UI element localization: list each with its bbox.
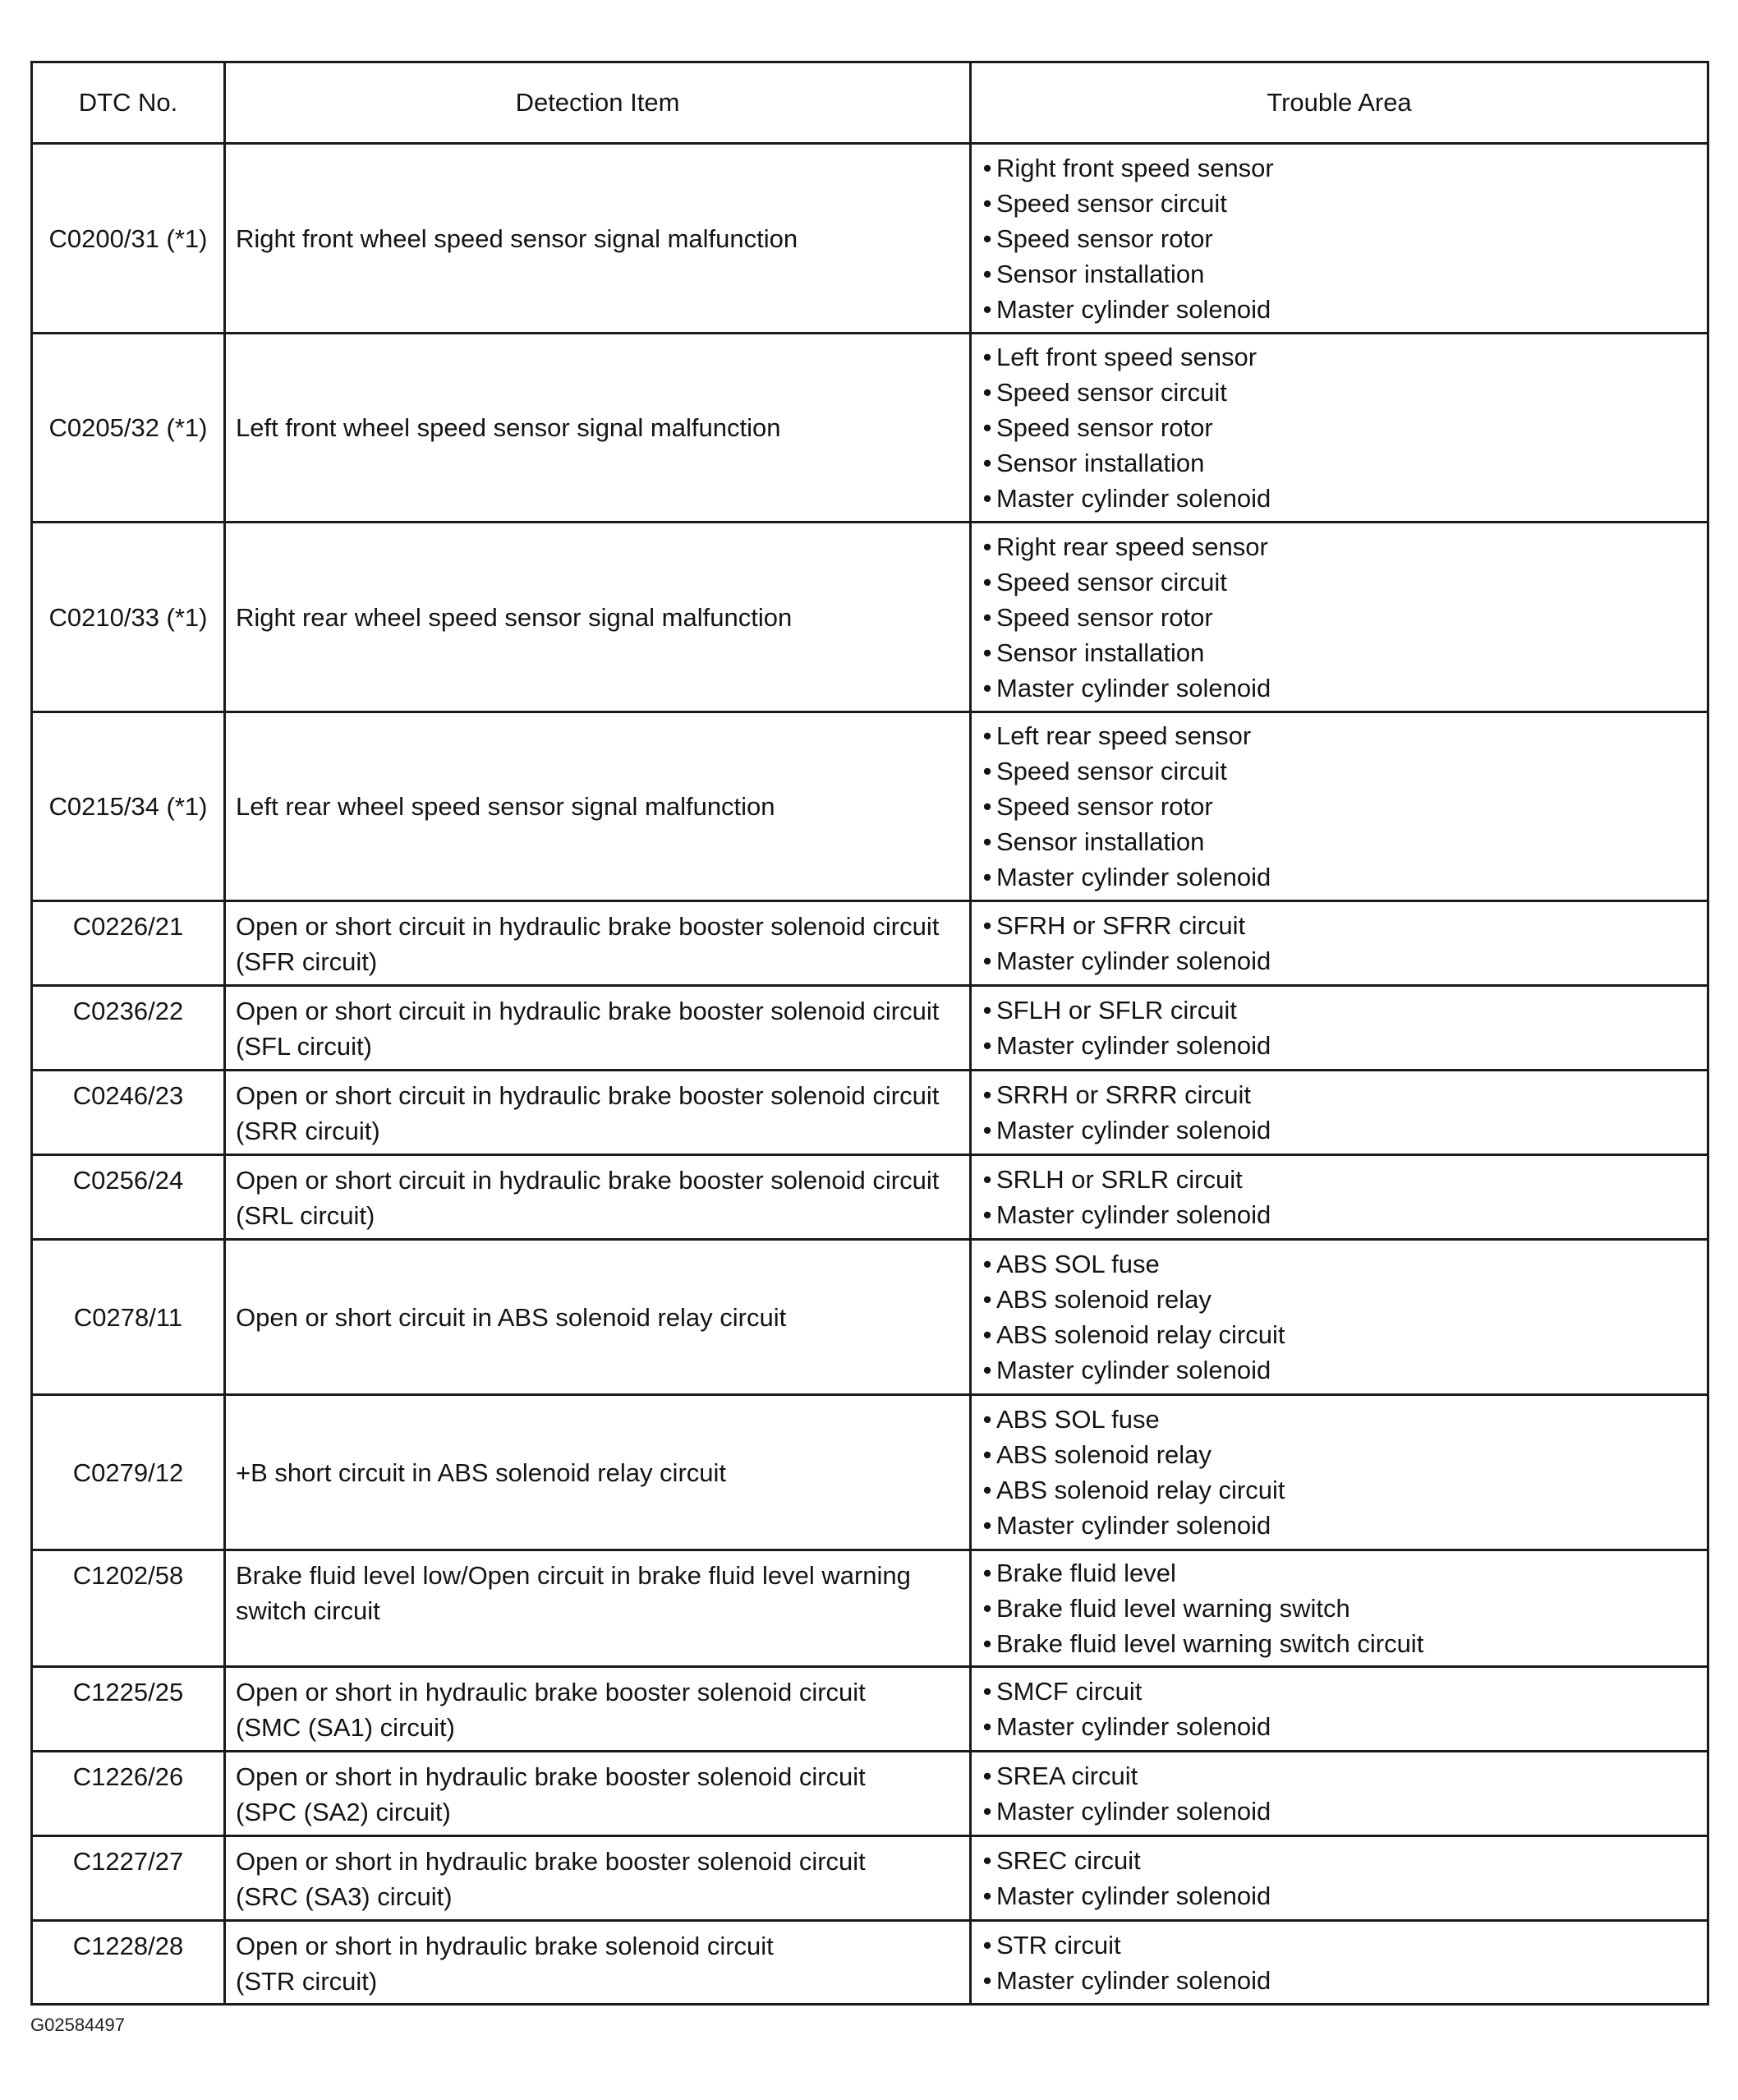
- trouble-area-text: Right rear speed sensor: [996, 532, 1268, 561]
- trouble-area-text: ABS solenoid relay circuit: [996, 1320, 1285, 1349]
- list-item: [982, 292, 1707, 327]
- bullet-icon: •: [982, 153, 992, 182]
- detection-line: Open or short in hydraulic brake booster solenoid circuit: [236, 1762, 866, 1791]
- detection-item: [225, 1155, 971, 1240]
- list-item: [982, 1758, 1707, 1794]
- bullet-icon: •: [982, 1031, 992, 1060]
- list-item: [982, 1246, 1707, 1282]
- header-dtc: DTC No.: [32, 62, 225, 144]
- trouble-area-list: [982, 150, 1707, 327]
- table-row: [32, 1240, 1708, 1395]
- trouble-area-text: Right front speed sensor: [996, 153, 1274, 182]
- trouble-area-list: [982, 1246, 1707, 1388]
- bullet-icon: •: [982, 1080, 992, 1109]
- trouble-area-text: Master cylinder solenoid: [996, 484, 1271, 513]
- trouble-area-text: Master cylinder solenoid: [996, 1797, 1271, 1826]
- trouble-area-list: [982, 1077, 1707, 1148]
- detection-item: [225, 901, 971, 986]
- trouble-area-list: [982, 1162, 1707, 1232]
- trouble-area: [971, 523, 1708, 712]
- detection-item: [225, 1921, 971, 2005]
- list-item: [982, 256, 1707, 292]
- bullet-icon: •: [982, 1629, 992, 1658]
- dtc-code: C1226/26: [32, 1752, 225, 1836]
- detection-line: Open or short circuit in ABS solenoid relay circuit: [236, 1302, 787, 1332]
- detection-line: switch circuit: [236, 1596, 380, 1625]
- list-item: [982, 529, 1707, 564]
- trouble-area-text: Sensor installation: [996, 827, 1205, 856]
- list-item: [982, 1626, 1707, 1661]
- trouble-area-text: Master cylinder solenoid: [996, 1511, 1271, 1540]
- list-item: [982, 1112, 1707, 1148]
- table-row: [32, 144, 1708, 334]
- trouble-area-text: ABS solenoid relay circuit: [996, 1476, 1285, 1504]
- bullet-icon: •: [982, 792, 992, 821]
- list-item: [982, 1472, 1707, 1508]
- detection-item: [225, 144, 971, 334]
- table-row: [32, 1667, 1708, 1752]
- trouble-area-text: Master cylinder solenoid: [996, 1712, 1271, 1741]
- trouble-area-text: Speed sensor circuit: [996, 757, 1227, 785]
- trouble-area-text: Speed sensor rotor: [996, 792, 1213, 821]
- trouble-area-text: SMCF circuit: [996, 1677, 1143, 1706]
- dtc-table: [30, 61, 1709, 2006]
- trouble-area: [971, 1155, 1708, 1240]
- list-item: [982, 375, 1707, 410]
- list-item: [982, 1794, 1707, 1829]
- trouble-area-text: Brake fluid level: [996, 1559, 1176, 1587]
- dtc-code: C1228/28: [32, 1921, 225, 2005]
- dtc-code: C0205/32 (*1): [32, 334, 225, 523]
- dtc-code: C1227/27: [32, 1836, 225, 1921]
- table-row: [32, 901, 1708, 986]
- trouble-area-text: Master cylinder solenoid: [996, 1356, 1271, 1384]
- trouble-area-text: Speed sensor circuit: [996, 567, 1227, 596]
- dtc-code: C0279/12: [32, 1395, 225, 1550]
- detection-item: [225, 986, 971, 1071]
- list-item: [982, 600, 1707, 635]
- trouble-area-text: Left rear speed sensor: [996, 721, 1252, 750]
- list-item: [982, 1028, 1707, 1063]
- trouble-area-text: Sensor installation: [996, 449, 1205, 477]
- bullet-icon: •: [982, 223, 992, 253]
- bullet-icon: •: [982, 188, 992, 218]
- trouble-area-text: SREC circuit: [996, 1846, 1141, 1875]
- list-item: [982, 1282, 1707, 1317]
- bullet-icon: •: [982, 294, 992, 324]
- list-item: [982, 824, 1707, 859]
- trouble-area-text: Master cylinder solenoid: [996, 1881, 1271, 1910]
- bullet-icon: •: [982, 1356, 992, 1384]
- dtc-code: C0226/21: [32, 901, 225, 986]
- trouble-area-text: Sensor installation: [996, 259, 1205, 288]
- trouble-area-text: SREA circuit: [996, 1762, 1138, 1790]
- trouble-area-text: Master cylinder solenoid: [996, 1200, 1271, 1229]
- trouble-area-text: Brake fluid level warning switch circuit: [996, 1629, 1424, 1658]
- bullet-icon: •: [982, 673, 992, 702]
- bullet-icon: •: [982, 1250, 992, 1278]
- detection-line: Open or short in hydraulic brake solenoid circuit: [236, 1932, 774, 1960]
- trouble-area: [971, 1550, 1708, 1667]
- trouble-area: [971, 1836, 1708, 1921]
- trouble-area-text: Master cylinder solenoid: [996, 1965, 1271, 1995]
- trouble-area: [971, 1752, 1708, 1836]
- table-row: [32, 1836, 1708, 1921]
- table-row: [32, 1071, 1708, 1155]
- bullet-icon: •: [982, 946, 992, 975]
- detection-item: [225, 1667, 971, 1752]
- detection-item: [225, 523, 971, 712]
- trouble-area-text: ABS solenoid relay: [996, 1440, 1212, 1469]
- table-body: [32, 144, 1708, 2005]
- dtc-code: C0215/34 (*1): [32, 712, 225, 901]
- trouble-area-text: Speed sensor rotor: [996, 413, 1213, 442]
- list-item: [982, 1077, 1707, 1112]
- detection-line: Open or short circuit in hydraulic brake booster solenoid circuit: [236, 1081, 940, 1110]
- list-item: [982, 1352, 1707, 1388]
- detection-item: [225, 1071, 971, 1155]
- detection-line: Open or short circuit in hydraulic brake booster solenoid circuit: [236, 912, 940, 941]
- bullet-icon: •: [982, 1881, 992, 1910]
- list-item: [982, 1402, 1707, 1437]
- list-item: [982, 753, 1707, 789]
- trouble-area-text: SRRH or SRRR circuit: [996, 1080, 1252, 1109]
- detection-item: [225, 1550, 971, 1667]
- bullet-icon: •: [982, 602, 992, 632]
- trouble-area-list: [982, 718, 1707, 895]
- dtc-code: C0236/22: [32, 986, 225, 1071]
- list-item: [982, 1437, 1707, 1472]
- list-item: [982, 943, 1707, 979]
- detection-line: (SFL circuit): [236, 1032, 372, 1061]
- trouble-area: [971, 1240, 1708, 1395]
- trouble-area: [971, 144, 1708, 334]
- detection-item: [225, 1752, 971, 1836]
- bullet-icon: •: [982, 863, 992, 891]
- trouble-area-text: Left front speed sensor: [996, 343, 1258, 371]
- list-item: [982, 186, 1707, 221]
- trouble-area-text: STR circuit: [996, 1930, 1121, 1960]
- bullet-icon: •: [982, 1930, 992, 1960]
- detection-line: Right front wheel speed sensor signal malfunction: [236, 223, 798, 253]
- list-item: [982, 1709, 1707, 1744]
- bullet-icon: •: [982, 1320, 992, 1349]
- list-item: [982, 789, 1707, 824]
- detection-line: (SRR circuit): [236, 1117, 380, 1145]
- bullet-icon: •: [982, 1405, 992, 1434]
- detection-line: (SPC (SA2) circuit): [236, 1798, 451, 1826]
- bullet-icon: •: [982, 413, 992, 442]
- trouble-area: [971, 986, 1708, 1071]
- list-item: [982, 635, 1707, 670]
- bullet-icon: •: [982, 1285, 992, 1314]
- bullet-icon: •: [982, 1116, 992, 1144]
- list-item: [982, 1843, 1707, 1878]
- detection-line: Open or short circuit in hydraulic brake booster solenoid circuit: [236, 1166, 940, 1195]
- trouble-area-list: [982, 1927, 1707, 1998]
- list-item: [982, 150, 1707, 186]
- detection-line: Right rear wheel speed sensor signal malfunction: [236, 602, 793, 632]
- dtc-code: C0210/33 (*1): [32, 523, 225, 712]
- trouble-area-text: Sensor installation: [996, 638, 1205, 667]
- bullet-icon: •: [982, 638, 992, 667]
- list-item: [982, 859, 1707, 895]
- list-item: [982, 1317, 1707, 1352]
- list-item: [982, 1555, 1707, 1591]
- trouble-area-text: SFLH or SFLR circuit: [996, 996, 1237, 1025]
- bullet-icon: •: [982, 721, 992, 750]
- trouble-area-text: Master cylinder solenoid: [996, 294, 1271, 324]
- trouble-area: [971, 1921, 1708, 2005]
- list-item: [982, 1508, 1707, 1543]
- list-item: [982, 445, 1707, 481]
- bullet-icon: •: [982, 567, 992, 596]
- trouble-area-list: [982, 1555, 1707, 1661]
- trouble-area: [971, 1395, 1708, 1550]
- trouble-area: [971, 1071, 1708, 1155]
- list-item: [982, 718, 1707, 753]
- list-item: [982, 1197, 1707, 1232]
- bullet-icon: •: [982, 1511, 992, 1540]
- table-row: [32, 1921, 1708, 2005]
- detection-line: Brake fluid level low/Open circuit in brake fluid level warning: [236, 1561, 911, 1590]
- list-item: [982, 1591, 1707, 1626]
- table-row: [32, 712, 1708, 901]
- bullet-icon: •: [982, 1965, 992, 1995]
- list-item: [982, 564, 1707, 600]
- list-item: [982, 339, 1707, 375]
- bullet-icon: •: [982, 532, 992, 561]
- trouble-area: [971, 334, 1708, 523]
- trouble-area-text: Master cylinder solenoid: [996, 1031, 1271, 1060]
- bullet-icon: •: [982, 449, 992, 477]
- bullet-icon: •: [982, 1559, 992, 1587]
- bullet-icon: •: [982, 827, 992, 856]
- list-item: [982, 1963, 1707, 1998]
- header-row: [32, 62, 1708, 144]
- image-code: G02584497: [30, 2015, 125, 2035]
- detection-item: [225, 1836, 971, 1921]
- trouble-area-text: Brake fluid level warning switch: [996, 1594, 1350, 1623]
- trouble-area-text: Speed sensor rotor: [996, 223, 1213, 253]
- detection-item: [225, 1240, 971, 1395]
- list-item: [982, 1878, 1707, 1913]
- detection-line: +B short circuit in ABS solenoid relay circuit: [236, 1458, 727, 1487]
- trouble-area-text: SFRH or SFRR circuit: [996, 911, 1246, 940]
- dtc-code: C1225/25: [32, 1667, 225, 1752]
- list-item: [982, 1674, 1707, 1709]
- bullet-icon: •: [982, 259, 992, 288]
- header-trouble-area: Trouble Area: [971, 62, 1708, 144]
- table-row: [32, 334, 1708, 523]
- trouble-area-text: Master cylinder solenoid: [996, 863, 1271, 891]
- trouble-area: [971, 901, 1708, 986]
- trouble-area-text: Master cylinder solenoid: [996, 1116, 1271, 1144]
- table-row: [32, 1395, 1708, 1550]
- bullet-icon: •: [982, 1594, 992, 1623]
- trouble-area-text: ABS SOL fuse: [996, 1405, 1160, 1434]
- bullet-icon: •: [982, 343, 992, 371]
- detection-item: [225, 1395, 971, 1550]
- bullet-icon: •: [982, 1200, 992, 1229]
- detection-line: (SRL circuit): [236, 1201, 375, 1230]
- detection-item: [225, 334, 971, 523]
- bullet-icon: •: [982, 757, 992, 785]
- bullet-icon: •: [982, 1440, 992, 1469]
- detection-item: [225, 712, 971, 901]
- dtc-code: C0246/23: [32, 1071, 225, 1155]
- list-item: [982, 221, 1707, 256]
- detection-line: Left rear wheel speed sensor signal malfunction: [236, 792, 775, 821]
- dtc-code: C0256/24: [32, 1155, 225, 1240]
- table-row: [32, 986, 1708, 1071]
- trouble-area-list: [982, 529, 1707, 706]
- trouble-area-text: Speed sensor rotor: [996, 602, 1213, 632]
- trouble-area-text: ABS SOL fuse: [996, 1250, 1160, 1278]
- bullet-icon: •: [982, 911, 992, 940]
- detection-line: (SFR circuit): [236, 947, 378, 976]
- trouble-area-list: [982, 908, 1707, 979]
- trouble-area-text: SRLH or SRLR circuit: [996, 1165, 1243, 1194]
- detection-line: Left front wheel speed sensor signal malfunction: [236, 413, 781, 442]
- trouble-area-list: [982, 1674, 1707, 1744]
- dtc-code: C1202/58: [32, 1550, 225, 1667]
- list-item: [982, 992, 1707, 1028]
- detection-line: Open or short circuit in hydraulic brake booster solenoid circuit: [236, 997, 940, 1025]
- header-detection-item: Detection Item: [225, 62, 971, 144]
- dtc-code: C0278/11: [32, 1240, 225, 1395]
- bullet-icon: •: [982, 1677, 992, 1706]
- list-item: [982, 1162, 1707, 1197]
- table-row: [32, 1155, 1708, 1240]
- bullet-icon: •: [982, 1165, 992, 1194]
- table-row: [32, 523, 1708, 712]
- bullet-icon: •: [982, 1712, 992, 1741]
- list-item: [982, 410, 1707, 445]
- detection-line: (STR circuit): [236, 1967, 378, 1996]
- trouble-area-text: Master cylinder solenoid: [996, 673, 1271, 702]
- table-row: [32, 1550, 1708, 1667]
- bullet-icon: •: [982, 1476, 992, 1504]
- trouble-area-text: ABS solenoid relay: [996, 1285, 1212, 1314]
- detection-line: (SMC (SA1) circuit): [236, 1713, 455, 1742]
- trouble-area-list: [982, 992, 1707, 1063]
- detection-line: Open or short in hydraulic brake booster solenoid circuit: [236, 1847, 866, 1876]
- trouble-area-text: Speed sensor circuit: [996, 188, 1227, 218]
- trouble-area: [971, 1667, 1708, 1752]
- bullet-icon: •: [982, 996, 992, 1025]
- trouble-area-list: [982, 1402, 1707, 1543]
- bullet-icon: •: [982, 1762, 992, 1790]
- list-item: [982, 908, 1707, 943]
- list-item: [982, 481, 1707, 516]
- list-item: [982, 670, 1707, 706]
- bullet-icon: •: [982, 1797, 992, 1826]
- detection-line: (SRC (SA3) circuit): [236, 1882, 453, 1911]
- bullet-icon: •: [982, 484, 992, 513]
- detection-line: Open or short in hydraulic brake booster solenoid circuit: [236, 1678, 866, 1706]
- bullet-icon: •: [982, 378, 992, 407]
- trouble-area-list: [982, 339, 1707, 516]
- dtc-code: C0200/31 (*1): [32, 144, 225, 334]
- bullet-icon: •: [982, 1846, 992, 1875]
- list-item: [982, 1927, 1707, 1963]
- trouble-area-list: [982, 1758, 1707, 1829]
- table-row: [32, 1752, 1708, 1836]
- trouble-area-text: Speed sensor circuit: [996, 378, 1227, 407]
- trouble-area-list: [982, 1843, 1707, 1913]
- trouble-area-text: Master cylinder solenoid: [996, 946, 1271, 975]
- trouble-area: [971, 712, 1708, 901]
